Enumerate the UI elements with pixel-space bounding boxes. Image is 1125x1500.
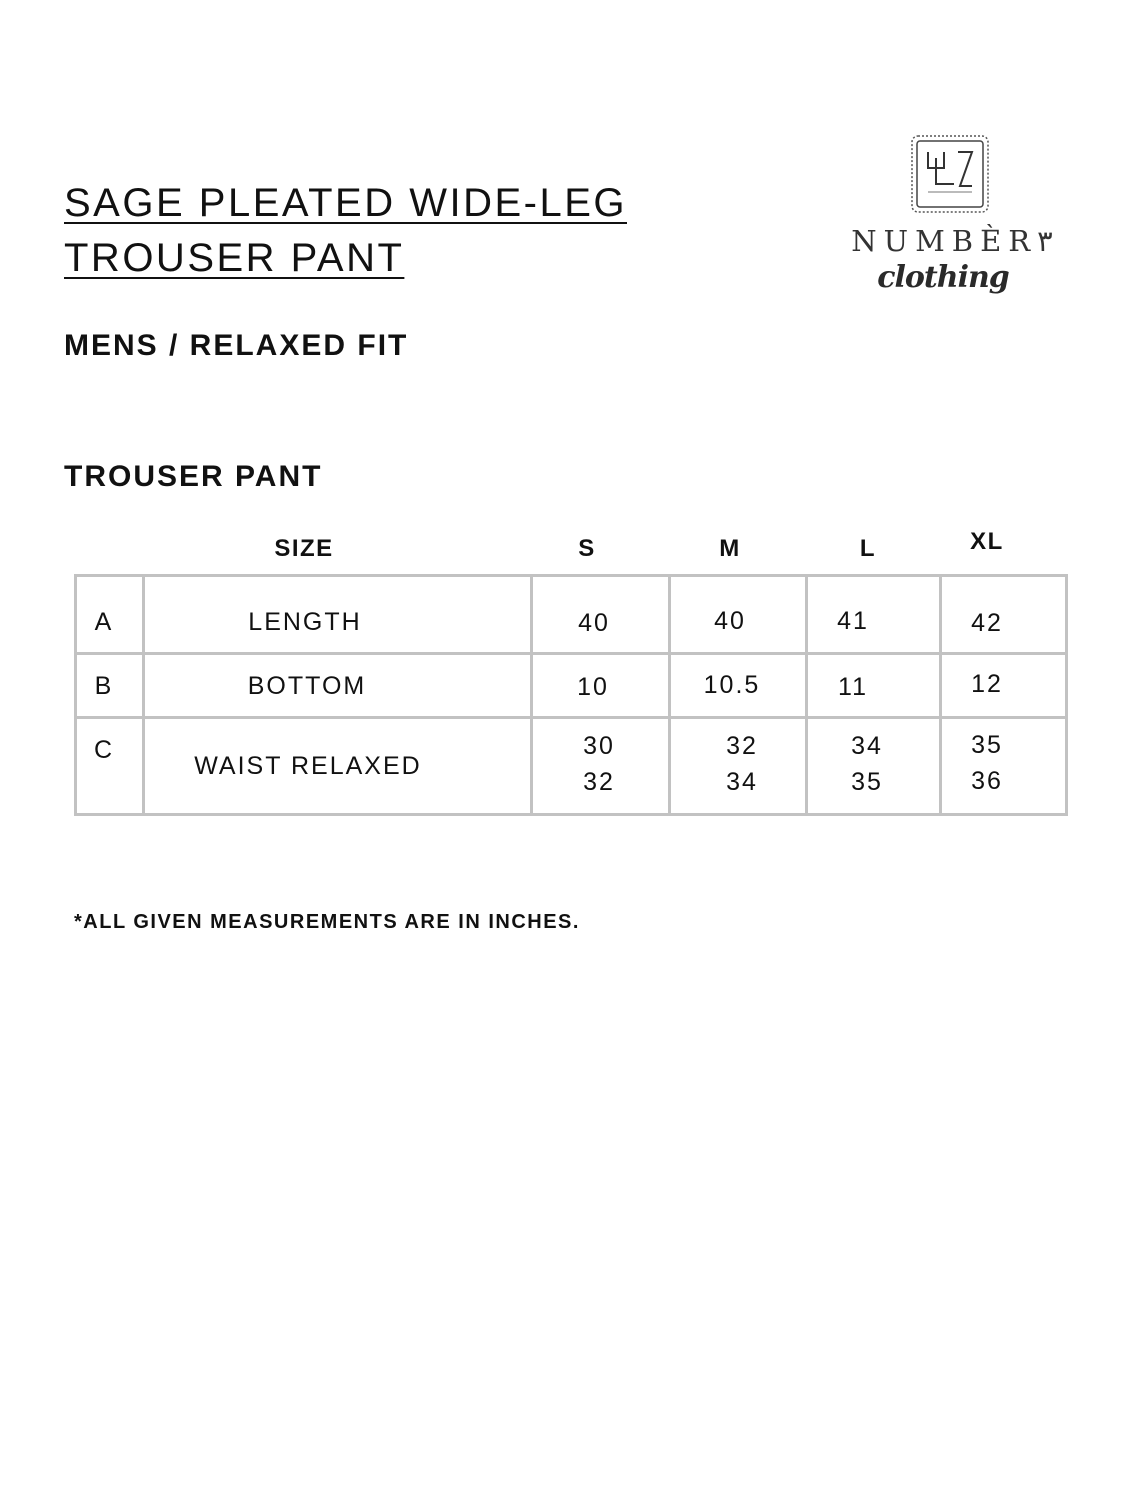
value-cell: 11 [838,673,868,701]
brand-subname: clothing [877,260,1009,295]
header-l: L [859,535,877,562]
header-s: S [578,535,596,562]
value-cell: 12 [971,670,1003,698]
header-m: M [719,535,741,562]
measurement-note: *ALL GIVEN MEASUREMENTS ARE IN INCHES. [74,911,580,933]
row-label: BOTTOM [247,672,367,700]
header-size: SIZE [274,535,334,562]
value-cell: 34 [851,732,883,760]
value-cell: 42 [971,609,1003,637]
table-border-top [74,574,1068,577]
table-divider [668,574,671,816]
value-cell: 40 [578,609,610,637]
value-cell: 10 [577,673,609,701]
row-label: WAIST RELAXED [194,752,422,780]
table-divider [530,574,533,816]
table-divider [74,716,1068,719]
row-code: C [93,736,115,764]
fit-subtitle: MENS / RELAXED FIT [64,329,409,362]
value-cell: 34 [726,768,758,796]
value-cell: 35 [851,768,883,796]
value-cell: 10.5 [703,671,761,699]
section-title: TROUSER PANT [64,460,323,493]
page-title: SAGE PLEATED WIDE-LEG TROUSER PANT [64,181,627,280]
value-cell: 32 [583,768,615,796]
table-border-bottom [74,813,1068,816]
brand-mark-icon [910,134,990,214]
table-border-left [74,574,77,816]
table-divider [805,574,808,816]
row-label: LENGTH [248,608,362,636]
value-cell: 41 [837,607,869,635]
table-divider [142,574,145,816]
row-code: B [94,672,114,700]
value-cell: 36 [971,767,1003,795]
value-cell: 30 [583,732,615,760]
brand-logo [832,130,1072,305]
header-xl: XL [970,528,1004,555]
row-code: A [94,608,114,636]
table-border-right [1065,574,1068,816]
value-cell: 40 [714,607,746,635]
table-divider [74,652,1068,655]
brand-name: NUMBÈR٣ [851,224,1053,258]
table-divider [939,574,942,816]
value-cell: 32 [726,732,758,760]
value-cell: 35 [971,731,1003,759]
